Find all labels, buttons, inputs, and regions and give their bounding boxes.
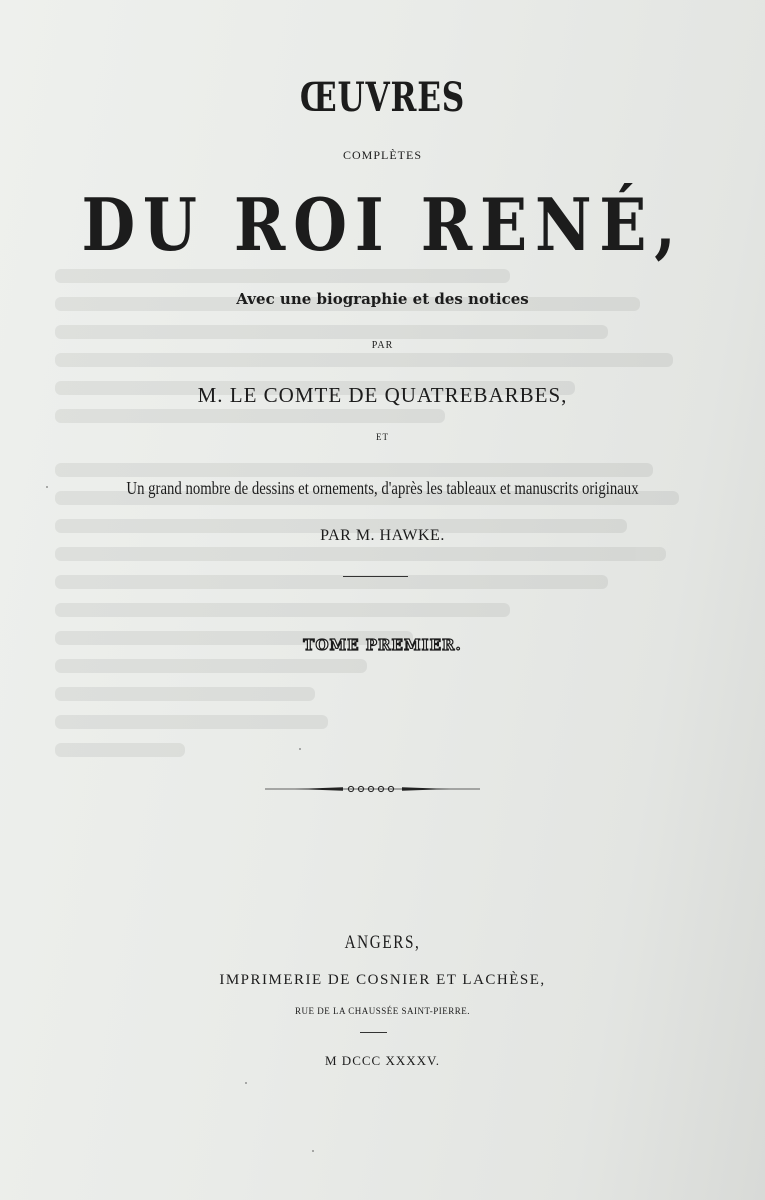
paper-speck: [46, 486, 48, 488]
illustrations-line: Un grand nombre de dessins et ornements, d'après les tableaux et manuscrits originaux: [126, 478, 639, 498]
short-rule: [343, 576, 408, 577]
et-label: ET: [376, 432, 389, 442]
short-rule-bottom: [360, 1032, 387, 1033]
volume-label: TOME PREMIER.: [303, 636, 462, 654]
paper-speck: [312, 1150, 314, 1152]
street: RUE DE LA CHAUSSÉE SAINT-PIERRE.: [295, 1006, 470, 1016]
subheading: COMPLÈTES: [342, 148, 422, 162]
ornament-divider-icon: [265, 778, 480, 800]
city: ANGERS,: [344, 932, 421, 953]
printer: IMPRIMERIE DE COSNIER ET LACHÈSE,: [219, 972, 546, 988]
subtitle-line: Avec une biographie et des notices: [236, 290, 529, 308]
heading: ŒUVRES: [299, 74, 466, 121]
year: M DCCC XXXXV.: [325, 1053, 440, 1068]
show-through-text: [55, 255, 705, 771]
paper-speck: [299, 748, 301, 750]
author: M. LE COMTE DE QUATREBARBES,: [197, 383, 568, 407]
illustrator: PAR M. HAWKE.: [320, 527, 445, 544]
main-title: DU ROI RENÉ,: [81, 182, 684, 267]
par-label: PAR: [371, 340, 394, 351]
paper-speck: [245, 1082, 247, 1084]
